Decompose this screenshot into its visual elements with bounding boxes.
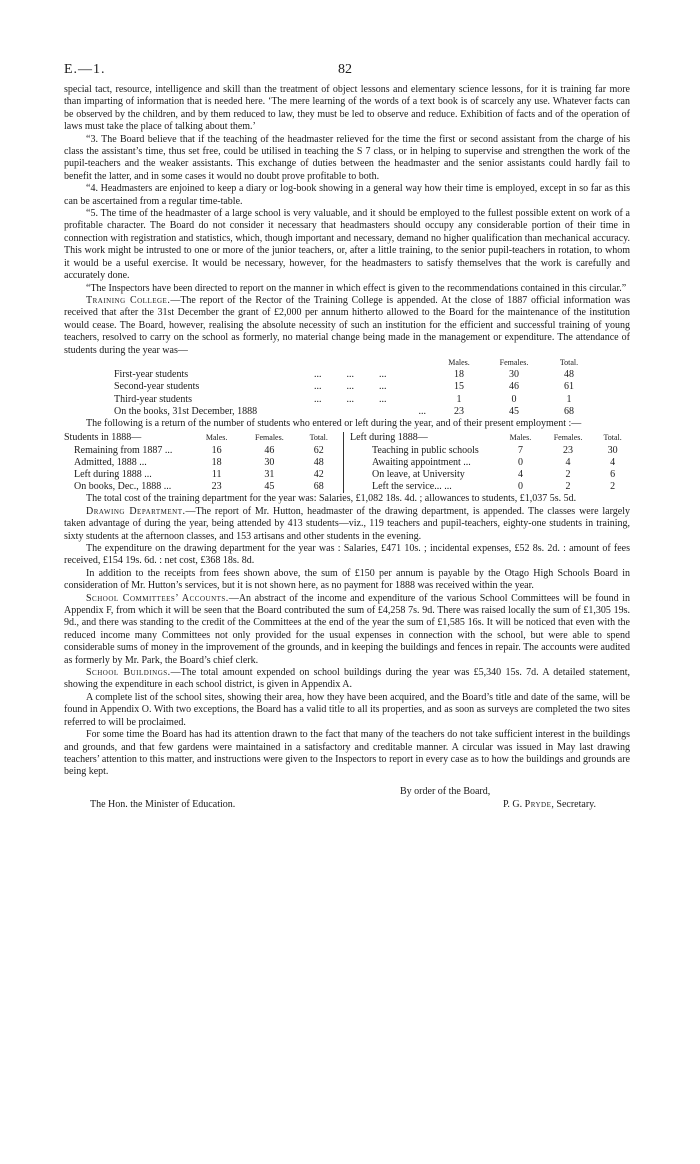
row-label: Awaiting appointment ... xyxy=(372,456,471,468)
row-label: On the books, 31st December, 1888 xyxy=(114,405,258,417)
cell-females: 2 xyxy=(565,468,571,480)
cell-total: 48 xyxy=(564,369,574,381)
col-males: Males. xyxy=(205,433,228,443)
cell-females: 46 xyxy=(509,381,519,393)
table-row xyxy=(64,457,338,469)
table-row xyxy=(350,457,630,469)
row-label: Left the service... ... xyxy=(372,481,452,493)
paragraph-grounds: For some time the Board has had its attention drawn to the fact that many of the teachers do not take sufficient interest in the buildings and grounds, and that few gardens were maintained in a satisfactory and creditable manner. A circular was issued in May last drawing teachers’ attention to this matter, and instructions were given to the Inspectors to report in every case as to how the buildings and grounds are being kept. xyxy=(64,729,630,778)
table-row xyxy=(114,381,594,393)
cell-total: 61 xyxy=(564,381,574,393)
cell-total: 6 xyxy=(610,468,616,480)
cell-males: 1 xyxy=(456,393,462,405)
table-row xyxy=(350,445,630,457)
left-title: Students in 1888— xyxy=(64,432,142,444)
heading-school-buildings: School Buildings. xyxy=(86,667,171,679)
paragraph-drawing-expenditure: The expenditure on the drawing department for the year was : Salaries, £471 10s. ; incidental expenses, £52 8s. 2d. : amount of fees received, £154 19s. 6d. : net cost, £368 18s. 8d. xyxy=(64,543,630,567)
cell-total: 48 xyxy=(313,456,324,468)
col-total: Total. xyxy=(309,433,328,443)
signatory-title: , Secretary. xyxy=(551,798,596,810)
paragraph-inspectors: “The Inspectors have been directed to report on the manner in which effect is given to the recommendations contained in this circular.” xyxy=(86,282,627,294)
paragraph-school-buildings xyxy=(64,667,630,692)
col-total: Total. xyxy=(603,433,622,443)
cell-females: 0 xyxy=(511,393,517,405)
paragraph-training-college xyxy=(64,295,630,357)
cell-females: 45 xyxy=(264,481,275,493)
cell-males: 23 xyxy=(211,481,222,493)
school-buildings-text: —The total amount expended on school buildings during the year was £5,340 15s. 7d. A detailed statement, showing the expenditure in each school district, is given in Appendix A. xyxy=(64,667,630,691)
cell-total: 68 xyxy=(313,481,324,493)
addressee: The Hon. the Minister of Education. xyxy=(90,798,236,810)
by-order: By order of the Board, xyxy=(400,785,491,797)
cell-males: 0 xyxy=(517,481,523,493)
cell-males: 15 xyxy=(454,381,464,393)
heading-school-committees: School Committees’ Accounts. xyxy=(86,592,229,604)
attendance-table xyxy=(114,357,594,418)
paragraph-point-4: “4. Headmasters are enjoined to keep a diary or log-book showing in a general way how their time is employed, except in so far as this can be ascertained from a regular time-table. xyxy=(64,183,630,207)
cell-males: 16 xyxy=(211,444,222,456)
training-college-text: —The report of the Rector of the Training College is appended. At the close of 1887 official information was received that after the 31st December the grant of £2,000 per annum hitherto allowed to the Board for the maintenance of the institution would cease. The Board, however, realising the absolute necessity of such an institution for the efficient and successful training of young teachers, resolved to carry on the school as formerly, no material change being made in the management or expenditure. The attendance of students during the year was— xyxy=(64,294,630,356)
signature-line xyxy=(64,798,630,811)
page-body xyxy=(64,84,630,811)
col-males: Males. xyxy=(509,433,532,443)
cell-females: 2 xyxy=(565,481,571,493)
students-in-1888 xyxy=(64,432,344,493)
table-row xyxy=(64,469,338,481)
table-row xyxy=(64,445,338,457)
col-total: Total. xyxy=(559,357,579,367)
attendance-header-row xyxy=(114,357,594,369)
paragraph-total-cost: The total cost of the training department for the year was: Salaries, £1,082 18s. 4d. ; allowances to students, £1,037 5s. 5d. xyxy=(86,493,577,505)
col-males: Males. xyxy=(448,357,470,367)
row-label: On books, Dec., 1888 ... xyxy=(74,481,172,493)
drawing-department-text: —The report of Mr. Hutton, headmaster of the drawing department, is appended. The classes were largely taken advantage of during the year, being attended by 413 students—viz., 119 teachers and pupil-teachers, eighty-one students in training, sixty students at the afternoon classes, and 153 artisans and other students in the evening. xyxy=(64,505,630,542)
row-leader: ... ... ... xyxy=(314,381,387,393)
cell-males: 23 xyxy=(454,405,464,417)
table-row xyxy=(114,394,594,406)
right-title: Left during 1888— xyxy=(350,432,428,444)
signatory xyxy=(503,798,596,811)
cell-total: 30 xyxy=(607,444,618,456)
table-row xyxy=(350,469,630,481)
row-label: Second-year students xyxy=(114,381,200,393)
col-females: Females. xyxy=(255,433,284,443)
cell-males: 11 xyxy=(211,468,222,480)
cell-males: 0 xyxy=(517,456,523,468)
row-label: Admitted, 1888 ... xyxy=(74,456,147,468)
row-label: On leave, at University xyxy=(372,468,465,480)
cell-males: 18 xyxy=(454,369,464,381)
table-row xyxy=(350,481,630,493)
col-females: Females. xyxy=(499,357,529,367)
paragraph-point-3: “3. The Board believe that if the teaching of the headmaster relieved for the time the first or second assistant from the charge of his class the assistant’s time, thus set free, could be utilised in teaching the S 7 class, or in helping to supervise and strengthen the work of the pupil-teachers and the weaker assistants. This exchange of duties between the headmaster and the senior assistants could hardly fail to benefit the latter, and in some cases it would no doubt prove profitable to both. xyxy=(64,133,630,182)
cell-females: 30 xyxy=(264,456,275,468)
heading-drawing-department: Drawing Department. xyxy=(86,505,186,517)
row-label: Third-year students xyxy=(114,393,193,405)
signatory-initials: P. G. xyxy=(502,798,525,810)
school-committees-text: —An abstract of the income and expenditure of the various School Committees will be found in Appendix F, from which it will be seen that the Board contributed the sum of £4,258 7s. 9d. There was raised locally the sum of £1,305 19s. 9d., and there was standing to the credit of the Committees at the end of the year the sum of £1,585 16s. It will be noticed that even with the reduced income many Committees not only provided for the usual expenses in connection with the school, but were able to spend considerable sums of money in the improvement of the grounds, and in keeping the buildings and fences in repair. The accounts were audited as formerly by Mr. Park, the Board’s chief clerk. xyxy=(64,592,630,666)
row-label: Remaining from 1887 ... xyxy=(74,444,173,456)
cell-females: 45 xyxy=(509,405,519,417)
paragraph-object-lessons: special tact, resource, intelligence and skill than the treatment of object lessons and elementary science lessons, for it is training far more than imparting of information that is needed here. ‘The mere learning of the words of a text book is of scarcely any use. Whatever facts can be observed by the children, and by them reduced to law, they must be led to observe and reduce. Exhibition of facts and of the operation of laws must take the place of talking about them.’ xyxy=(64,84,630,133)
page-number: 82 xyxy=(338,62,352,77)
cell-total: 42 xyxy=(313,468,324,480)
row-label: Teaching in public schools xyxy=(372,444,479,456)
row-label: Left during 1888 ... xyxy=(74,468,152,480)
paragraph-fees: In addition to the receipts from fees shown above, the sum of £150 per annum is payable by the Otago High Schools Board in consideration of Mr. Hutton’s services, but it is not shown here, as no payment for 1888 was received within the year. xyxy=(64,567,630,592)
cell-total: 2 xyxy=(610,481,616,493)
signatory-name: Pryde xyxy=(524,798,552,810)
left-during-1888 xyxy=(344,432,630,493)
cell-females: 4 xyxy=(565,456,571,468)
cell-females: 46 xyxy=(264,444,275,456)
cell-males: 4 xyxy=(517,468,523,480)
students-return-table xyxy=(64,432,630,493)
paragraph-drawing-department xyxy=(64,506,630,543)
col-females: Females. xyxy=(553,433,583,443)
cell-males: 7 xyxy=(517,444,523,456)
heading-training-college: Training College. xyxy=(86,294,171,306)
cell-total: 68 xyxy=(564,405,574,417)
cell-females: 30 xyxy=(509,369,519,381)
cell-males: 18 xyxy=(211,456,222,468)
paragraph-school-sites: A complete list of the school sites, showing their area, how they have been acquired, and the Board’s title and date of the same, will be found in Appendix O. With two exceptions, the Board has a valid title to all its properties, and as soon as surveys are completed the two sites referred to will be proclaimed. xyxy=(64,691,630,728)
row-leader: ... ... ... xyxy=(314,393,387,405)
cell-females: 31 xyxy=(264,468,275,480)
row-leader: ... xyxy=(418,405,426,417)
cell-total: 62 xyxy=(313,444,324,456)
report-code: E.—1. xyxy=(64,62,106,77)
paragraph-return-intro: The following is a return of the number of students who entered or left during the year, and of their present employment :— xyxy=(86,417,582,429)
table-row xyxy=(64,481,338,493)
cell-females: 23 xyxy=(563,444,574,456)
cell-total: 1 xyxy=(566,393,572,405)
table-row xyxy=(114,406,594,418)
paragraph-school-committees xyxy=(64,593,630,667)
cell-total: 4 xyxy=(610,456,616,468)
row-leader: ... ... ... xyxy=(314,369,387,381)
table-row xyxy=(114,369,594,381)
row-label: First-year students xyxy=(114,369,189,381)
paragraph-point-5: “5. The time of the headmaster of a large school is very valuable, and it should be employed to the fullest possible extent on work of a profitable character. The Board do not consider it necessary that headmasters should occupy any considerable portion of their time in connection with registration and statistics, which, though important and necessary, demand no higher qualification than mechanical accuracy. This work might be intrusted to one or more of the junior teachers, or, after a little training, to the senior pupil-teachers in rotation, to whom it would be a useful exercise. It would be necessary, however, for the headmasters to satisfy themselves that the work is carefully and accurately done. xyxy=(64,208,630,282)
